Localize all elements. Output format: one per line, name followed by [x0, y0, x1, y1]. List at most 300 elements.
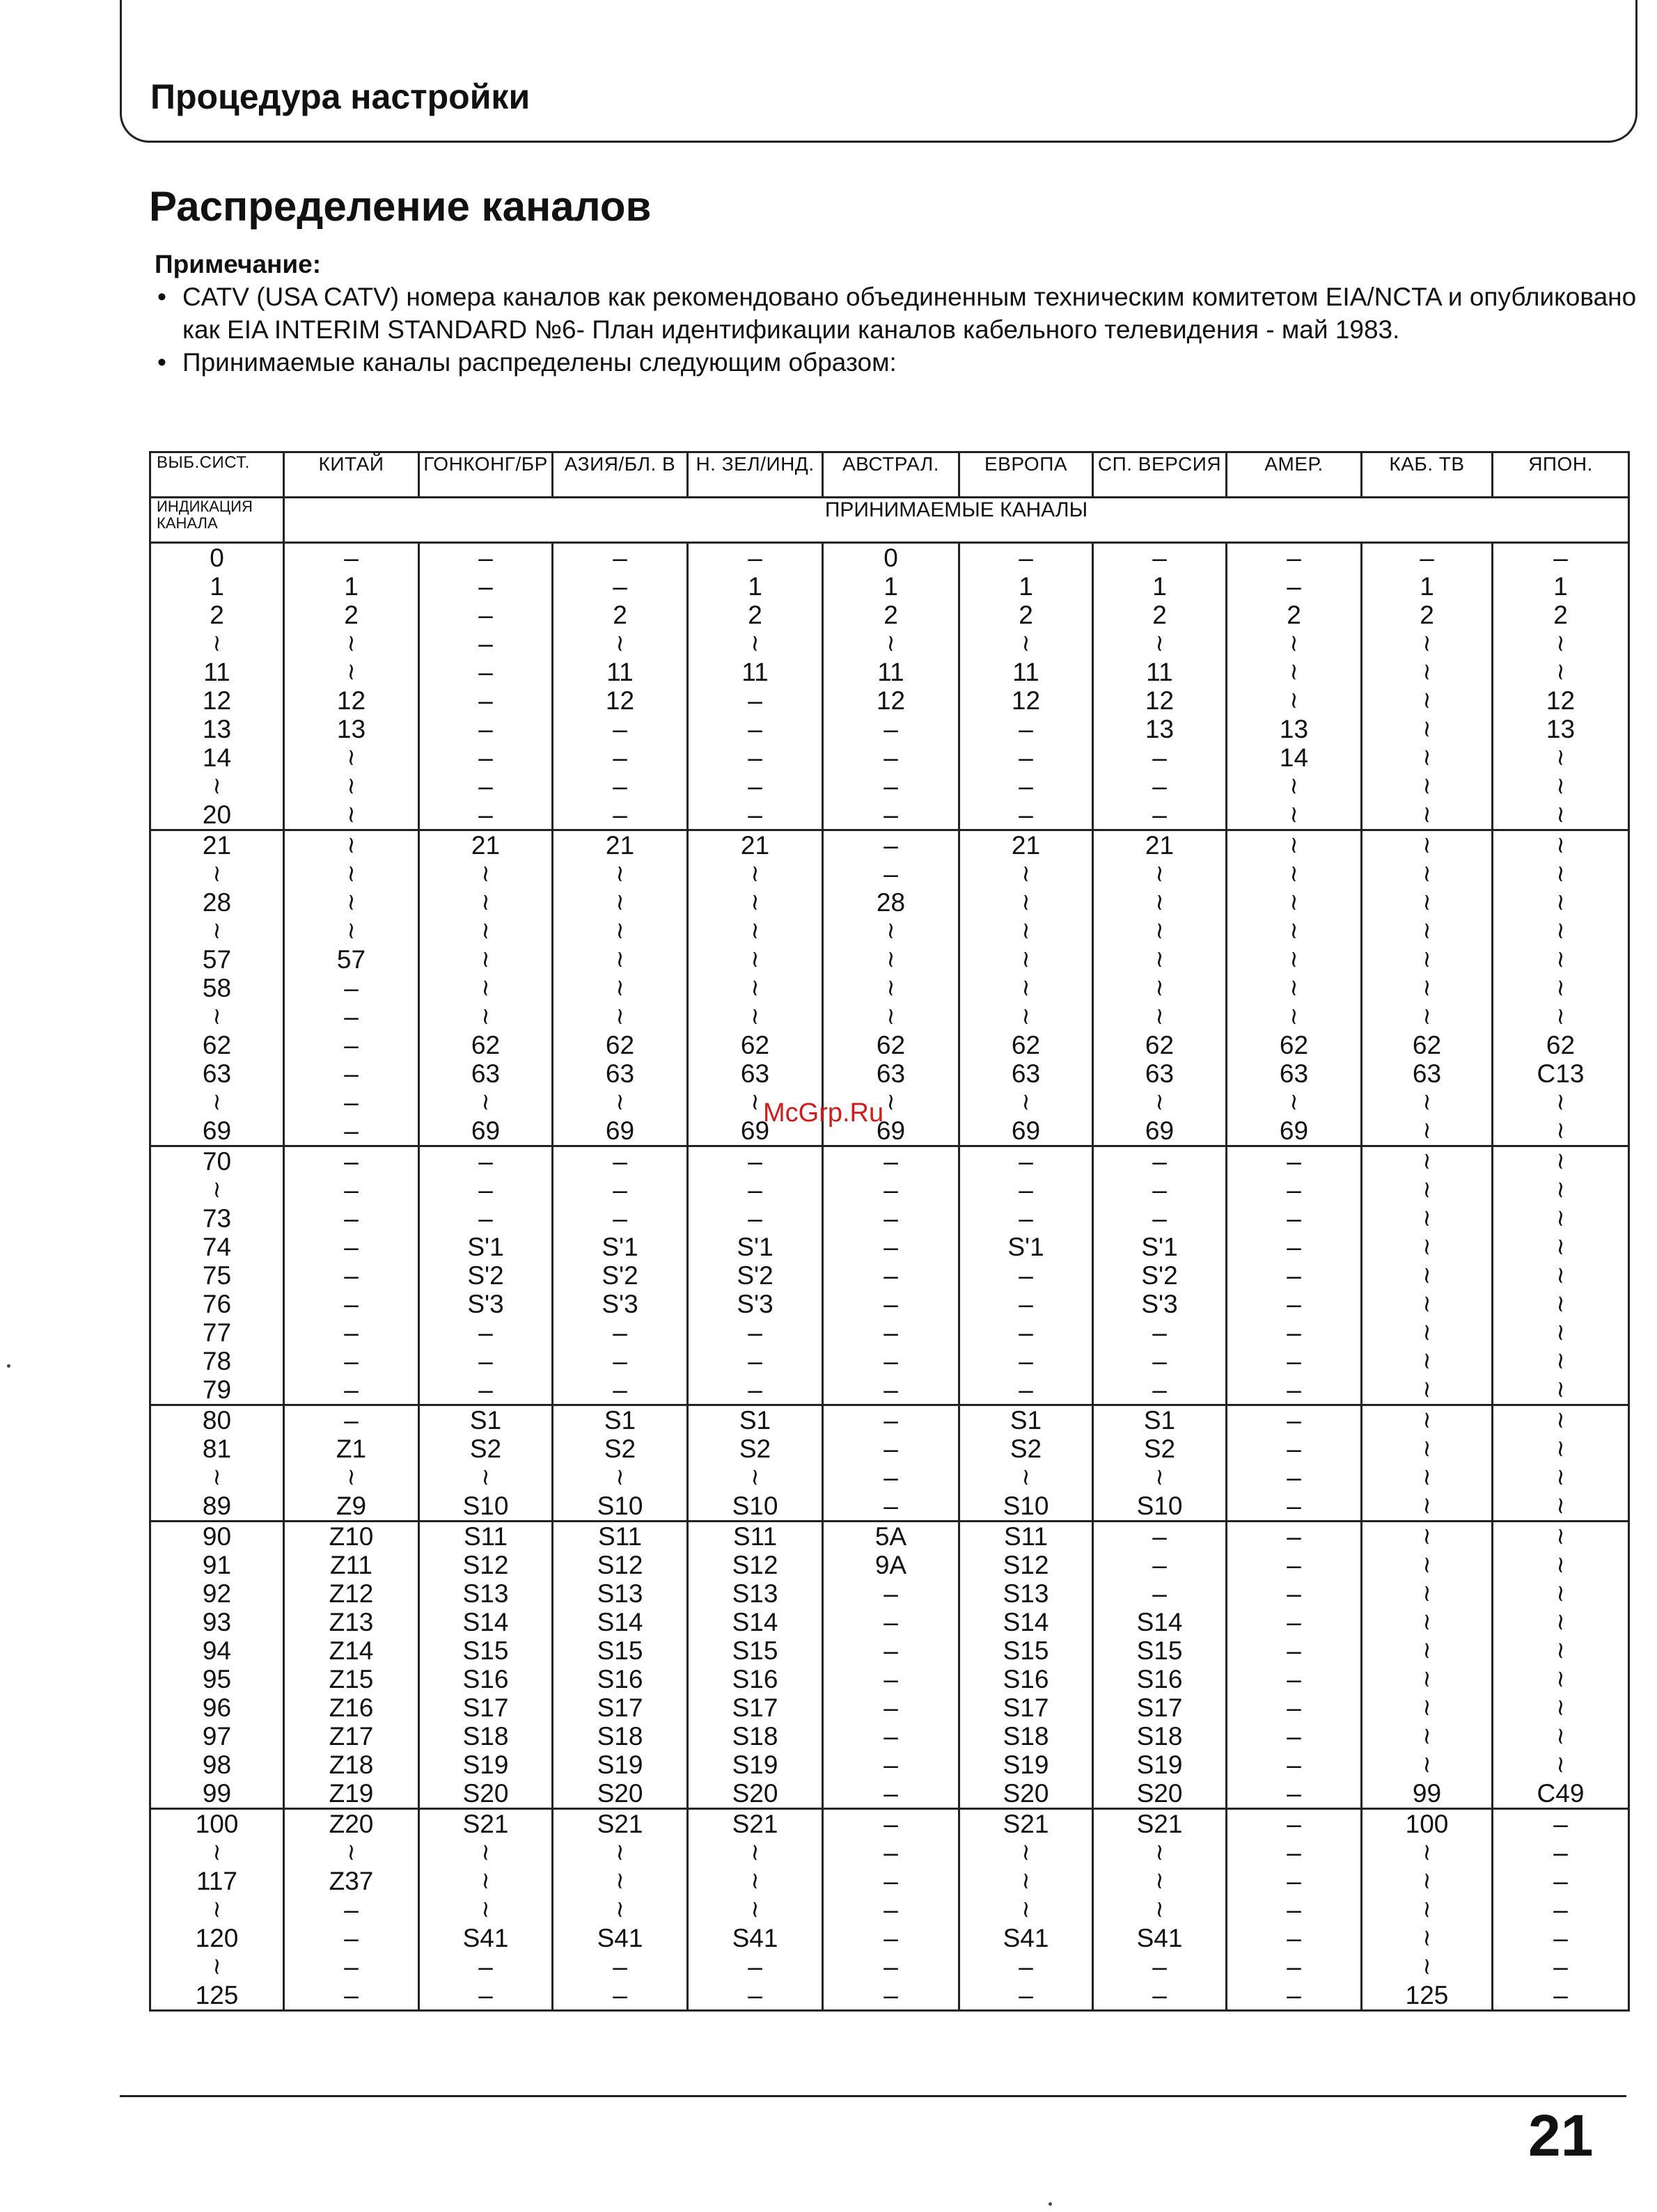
no-channel-mark: –: [1152, 800, 1167, 829]
range-continuation-icon: ~: [1413, 1526, 1441, 1547]
channel-cell: [1227, 1146, 1362, 1405]
channel-value: 12: [336, 686, 366, 715]
channel-value: 91: [202, 1551, 232, 1579]
channel-value: S2: [604, 1435, 636, 1463]
no-channel-mark: –: [344, 1116, 359, 1145]
range-continuation-icon: ~: [338, 921, 366, 941]
no-channel-mark: –: [1553, 1867, 1568, 1895]
no-channel-mark: –: [613, 1204, 627, 1233]
no-channel-mark: –: [1019, 1981, 1033, 2009]
no-channel-mark: –: [1287, 1867, 1301, 1895]
no-channel-mark: –: [884, 1406, 898, 1435]
range-continuation-icon: ~: [1413, 1121, 1441, 1141]
no-channel-mark: –: [1553, 1810, 1568, 1838]
channel-value: 69: [1011, 1116, 1041, 1145]
indication-cell: [150, 1809, 284, 2011]
channel-value: S'1: [737, 1233, 773, 1261]
table-body: [150, 543, 1629, 2011]
channel-cell: [823, 543, 959, 830]
channel-value: 13: [336, 715, 366, 743]
column-header: ЯПОН.: [1493, 452, 1629, 498]
channel-value: 12: [202, 686, 232, 715]
no-channel-mark: –: [884, 1261, 898, 1290]
range-continuation-icon: ~: [203, 864, 231, 884]
channel-value: 62: [740, 1031, 770, 1059]
channel-value: S41: [732, 1924, 778, 1952]
no-channel-mark: –: [884, 1924, 898, 1952]
range-continuation-icon: ~: [1413, 949, 1441, 970]
no-channel-mark: –: [478, 1147, 493, 1176]
range-continuation-icon: ~: [741, 921, 769, 941]
range-continuation-icon: ~: [1547, 1006, 1575, 1027]
no-channel-mark: –: [884, 1435, 898, 1463]
no-channel-mark: –: [1287, 1636, 1301, 1665]
no-channel-mark: –: [1019, 1176, 1033, 1204]
column-header: КАБ. ТВ: [1362, 452, 1493, 498]
header-frame: [120, 0, 1638, 143]
channel-value: S19: [1003, 1751, 1049, 1779]
no-channel-mark: –: [1553, 1981, 1568, 2009]
no-channel-mark: –: [884, 1981, 898, 2009]
no-channel-mark: –: [613, 1318, 627, 1347]
no-channel-mark: –: [478, 743, 493, 772]
channel-cell: [1093, 543, 1227, 830]
range-continuation-icon: ~: [606, 978, 634, 998]
range-continuation-icon: ~: [877, 921, 905, 941]
range-continuation-icon: ~: [1146, 921, 1174, 941]
channel-cell: [1093, 1809, 1227, 2011]
range-continuation-icon: ~: [1413, 1496, 1441, 1516]
no-channel-mark: –: [344, 1406, 359, 1435]
no-channel-mark: –: [1019, 1375, 1033, 1404]
channel-value: S12: [732, 1551, 778, 1579]
range-continuation-icon: ~: [1413, 1180, 1441, 1200]
channel-cell: [1362, 1405, 1493, 1522]
channel-value: Z9: [336, 1492, 367, 1520]
range-continuation-icon: ~: [1413, 1322, 1441, 1343]
channel-cell: [1227, 1522, 1362, 1809]
channel-value: 94: [202, 1636, 232, 1665]
range-continuation-icon: ~: [1547, 1669, 1575, 1689]
no-channel-mark: –: [1152, 1551, 1167, 1579]
no-channel-mark: –: [613, 743, 627, 772]
channel-value: S2: [1143, 1435, 1176, 1463]
channel-value: 21: [605, 831, 635, 860]
no-channel-mark: –: [1019, 715, 1033, 743]
channel-value: 5A: [874, 1522, 907, 1551]
channel-value: S13: [462, 1579, 509, 1608]
no-channel-mark: –: [344, 1031, 359, 1059]
channel-cell: [959, 1809, 1093, 2011]
no-channel-mark: –: [1019, 1952, 1033, 1981]
channel-value: S21: [1136, 1810, 1183, 1838]
range-continuation-icon: ~: [1012, 1092, 1040, 1112]
range-continuation-icon: ~: [1547, 1121, 1575, 1141]
no-channel-mark: –: [344, 1318, 359, 1347]
table-header-row: [150, 452, 1629, 498]
range-continuation-icon: ~: [1547, 776, 1575, 796]
no-channel-mark: –: [1152, 544, 1167, 572]
channel-cell: [419, 543, 553, 830]
no-channel-mark: –: [1019, 544, 1033, 572]
no-channel-mark: –: [478, 629, 493, 658]
range-continuation-icon: ~: [203, 1006, 231, 1027]
range-continuation-icon: ~: [1413, 1208, 1441, 1229]
channel-value: S'1: [1141, 1233, 1178, 1261]
range-continuation-icon: ~: [1413, 1698, 1441, 1718]
no-channel-mark: –: [884, 1722, 898, 1751]
channel-value: 70: [202, 1147, 232, 1176]
no-channel-mark: –: [1553, 544, 1568, 572]
channel-cell: [284, 1809, 419, 2011]
table-subheader-row: [150, 498, 1629, 543]
no-channel-mark: –: [344, 1924, 359, 1952]
no-channel-mark: –: [613, 1952, 627, 1981]
range-continuation-icon: ~: [1413, 1237, 1441, 1257]
range-continuation-icon: ~: [203, 1180, 231, 1200]
no-channel-mark: –: [613, 772, 627, 800]
no-channel-mark: –: [478, 1176, 493, 1204]
channel-value: S20: [1003, 1779, 1049, 1808]
channel-cell: [284, 1146, 419, 1405]
channel-value: 62: [1011, 1031, 1041, 1059]
no-channel-mark: –: [1019, 1261, 1033, 1290]
range-continuation-icon: ~: [1413, 1669, 1441, 1689]
range-continuation-icon: ~: [1413, 1467, 1441, 1487]
range-continuation-icon: ~: [472, 1092, 500, 1112]
no-channel-mark: –: [884, 1176, 898, 1204]
channel-cell: [959, 830, 1093, 1146]
range-continuation-icon: ~: [1280, 776, 1308, 796]
channel-value: S'3: [467, 1290, 504, 1318]
channel-value: 69: [740, 1116, 770, 1145]
range-continuation-icon: ~: [1413, 921, 1441, 941]
no-channel-mark: –: [1287, 1608, 1301, 1636]
range-continuation-icon: ~: [1413, 1583, 1441, 1604]
channel-cell: [823, 1522, 959, 1809]
range-continuation-icon: ~: [1280, 633, 1308, 654]
range-continuation-icon: ~: [606, 1871, 634, 1891]
channel-cell: [959, 1405, 1093, 1522]
channel-value: 0: [884, 544, 898, 572]
range-continuation-icon: ~: [606, 1092, 634, 1112]
range-continuation-icon: ~: [1547, 1526, 1575, 1547]
channel-value: S13: [1003, 1579, 1049, 1608]
channel-value: 63: [1011, 1059, 1041, 1088]
channel-value: 117: [196, 1867, 237, 1895]
column-header: КИТАЙ: [284, 452, 419, 498]
no-channel-mark: –: [344, 1147, 359, 1176]
note-block: [155, 248, 1644, 379]
no-channel-mark: –: [613, 800, 627, 829]
range-continuation-icon: ~: [1547, 835, 1575, 855]
range-continuation-icon: ~: [1413, 633, 1441, 654]
no-channel-mark: –: [884, 1867, 898, 1895]
range-continuation-icon: ~: [1547, 1294, 1575, 1314]
no-channel-mark: –: [1287, 1147, 1301, 1176]
no-channel-mark: –: [748, 743, 762, 772]
no-channel-mark: –: [1287, 572, 1301, 601]
no-channel-mark: –: [478, 772, 493, 800]
channel-value: S14: [1136, 1608, 1183, 1636]
channel-value: S1: [1010, 1406, 1042, 1435]
channel-value: 62: [605, 1031, 635, 1059]
range-continuation-icon: ~: [472, 1842, 500, 1863]
channel-cell: [959, 1146, 1093, 1405]
scan-speck: [1049, 2202, 1052, 2206]
range-continuation-icon: ~: [606, 1899, 634, 1920]
channel-value: 125: [1405, 1981, 1449, 2009]
range-continuation-icon: ~: [1146, 978, 1174, 998]
channel-value: S18: [597, 1722, 643, 1751]
channel-value: Z19: [329, 1779, 374, 1808]
range-continuation-icon: ~: [1547, 1151, 1575, 1171]
no-channel-mark: –: [884, 860, 898, 888]
channel-value: S19: [732, 1751, 778, 1779]
no-channel-mark: –: [1553, 1895, 1568, 1924]
channel-value: 62: [471, 1031, 501, 1059]
table-group-row: [150, 1522, 1629, 1809]
no-channel-mark: –: [884, 1147, 898, 1176]
no-channel-mark: –: [884, 1492, 898, 1520]
channel-value: Z13: [329, 1608, 374, 1636]
range-continuation-icon: ~: [472, 949, 500, 970]
range-continuation-icon: ~: [472, 978, 500, 998]
channel-value: S17: [1136, 1693, 1183, 1722]
channel-value: 2: [884, 601, 898, 629]
channel-value: S14: [1003, 1608, 1049, 1636]
channel-value: 1: [344, 572, 359, 601]
channel-value: Z18: [329, 1751, 374, 1779]
channel-value: S20: [732, 1779, 778, 1808]
channel-cell: [1362, 1809, 1493, 2011]
range-continuation-icon: ~: [1547, 1612, 1575, 1632]
no-channel-mark: –: [344, 1895, 359, 1924]
range-continuation-icon: ~: [606, 1467, 634, 1487]
no-channel-mark: –: [884, 743, 898, 772]
range-continuation-icon: ~: [203, 633, 231, 654]
channel-value: 97: [202, 1722, 232, 1751]
no-channel-mark: –: [1553, 1838, 1568, 1867]
no-channel-mark: –: [613, 1347, 627, 1375]
channel-value: S'1: [602, 1233, 638, 1261]
column-header: Н. ЗЕЛ/ИНД.: [688, 452, 823, 498]
range-continuation-icon: ~: [1547, 1439, 1575, 1459]
no-channel-mark: –: [344, 1952, 359, 1981]
no-channel-mark: –: [884, 1665, 898, 1693]
table-group-row: [150, 1809, 1629, 2011]
range-continuation-icon: ~: [1012, 1871, 1040, 1891]
channel-value: S17: [732, 1693, 778, 1722]
channel-value: 80: [202, 1406, 232, 1435]
channel-value: S19: [1136, 1751, 1183, 1779]
channel-value: S'2: [467, 1261, 504, 1290]
range-continuation-icon: ~: [472, 1467, 500, 1487]
no-channel-mark: –: [1287, 1347, 1301, 1375]
channel-value: Z12: [329, 1579, 374, 1608]
no-channel-mark: –: [1287, 1551, 1301, 1579]
channel-value: S2: [469, 1435, 502, 1463]
range-continuation-icon: ~: [338, 892, 366, 913]
channel-cell: [284, 1522, 419, 1809]
range-continuation-icon: ~: [1413, 1928, 1441, 1948]
channel-value: 120: [195, 1924, 239, 1952]
no-channel-mark: –: [1287, 1895, 1301, 1924]
channel-value: 62: [202, 1031, 232, 1059]
table-group-row: [150, 1146, 1629, 1405]
no-channel-mark: –: [1019, 1347, 1033, 1375]
channel-value: S10: [1136, 1492, 1183, 1520]
range-continuation-icon: ~: [1547, 748, 1575, 768]
range-continuation-icon: ~: [1012, 633, 1040, 654]
channel-cell: [1227, 830, 1362, 1146]
channel-value: 69: [1145, 1116, 1175, 1145]
range-continuation-icon: ~: [1547, 921, 1575, 941]
channel-value: Z14: [329, 1636, 374, 1665]
channel-value: S10: [462, 1492, 509, 1520]
channel-value: 12: [1145, 686, 1175, 715]
bottom-rule: [120, 2095, 1626, 2097]
indication-cell: [150, 543, 284, 830]
channel-value: 77: [202, 1318, 232, 1347]
range-continuation-icon: ~: [1547, 1265, 1575, 1286]
channel-value: S15: [1136, 1636, 1183, 1665]
channel-value: S1: [469, 1406, 502, 1435]
channel-value: 63: [876, 1059, 906, 1088]
channel-value: S20: [597, 1779, 643, 1808]
channel-value: 21: [1145, 831, 1175, 860]
no-channel-mark: –: [1287, 1779, 1301, 1808]
no-channel-mark: –: [613, 1375, 627, 1404]
channel-cell: [419, 1522, 553, 1809]
no-channel-mark: –: [1287, 1463, 1301, 1492]
column-header: АЗИЯ/БЛ. В: [553, 452, 688, 498]
channel-cell: [553, 1405, 688, 1522]
no-channel-mark: –: [478, 1981, 493, 2009]
channel-value: 63: [1145, 1059, 1175, 1088]
channel-value: S1: [1143, 1406, 1176, 1435]
range-continuation-icon: ~: [338, 633, 366, 654]
channel-value: S21: [462, 1810, 509, 1838]
range-continuation-icon: ~: [1547, 1180, 1575, 1200]
note-label: Примечание:: [155, 250, 322, 278]
note-item: • Принимаемые каналы распределены следующим образом:: [155, 346, 1644, 379]
no-channel-mark: –: [478, 800, 493, 829]
channel-value: 2: [1287, 601, 1301, 629]
range-continuation-icon: ~: [203, 1899, 231, 1920]
range-continuation-icon: ~: [1547, 633, 1575, 654]
channel-value: 69: [605, 1116, 635, 1145]
scan-speck: [7, 1364, 10, 1368]
range-continuation-icon: ~: [1280, 835, 1308, 855]
no-channel-mark: –: [344, 1176, 359, 1204]
no-channel-mark: –: [748, 1981, 762, 2009]
range-continuation-icon: ~: [1413, 1899, 1441, 1920]
channel-value: S14: [597, 1608, 643, 1636]
no-channel-mark: –: [344, 544, 359, 572]
indication-cell: [150, 1405, 284, 1522]
range-continuation-icon: ~: [1413, 1439, 1441, 1459]
range-continuation-icon: ~: [741, 892, 769, 913]
no-channel-mark: –: [613, 572, 627, 601]
indication-cell: [150, 1522, 284, 1809]
range-continuation-icon: ~: [1146, 1899, 1174, 1920]
range-continuation-icon: ~: [1547, 949, 1575, 970]
range-continuation-icon: ~: [338, 1842, 366, 1863]
channel-cell: [1493, 830, 1629, 1146]
channel-value: S16: [732, 1665, 778, 1693]
channel-value: S20: [1136, 1779, 1183, 1808]
channel-cell: [823, 1809, 959, 2011]
no-channel-mark: –: [1287, 1375, 1301, 1404]
range-continuation-icon: ~: [1413, 835, 1441, 855]
channel-value: 0: [210, 544, 224, 572]
channel-cell: [688, 1809, 823, 2011]
no-channel-mark: –: [1553, 1952, 1568, 1981]
channel-value: S'1: [1007, 1233, 1044, 1261]
range-continuation-icon: ~: [1547, 1555, 1575, 1575]
no-channel-mark: –: [1019, 1318, 1033, 1347]
channel-cell: [419, 1809, 553, 2011]
channel-value: S12: [462, 1551, 509, 1579]
channel-value: 13: [202, 715, 232, 743]
channel-value: S21: [732, 1810, 778, 1838]
no-channel-mark: –: [1152, 1522, 1167, 1551]
no-channel-mark: –: [884, 1290, 898, 1318]
channel-value: 63: [1412, 1059, 1442, 1088]
no-channel-mark: –: [1152, 1347, 1167, 1375]
no-channel-mark: –: [478, 1375, 493, 1404]
channel-value: 99: [1412, 1779, 1442, 1808]
range-continuation-icon: ~: [1413, 1842, 1441, 1863]
range-continuation-icon: ~: [1413, 1380, 1441, 1400]
channel-value: 62: [1279, 1031, 1309, 1059]
indication-label: ИНДИКАЦИЯ КАНАЛА: [150, 498, 284, 543]
range-continuation-icon: ~: [1547, 1467, 1575, 1487]
channel-value: 69: [1279, 1116, 1309, 1145]
no-channel-mark: –: [1019, 743, 1033, 772]
channel-value: 78: [202, 1347, 232, 1375]
channel-value: 69: [202, 1116, 232, 1145]
range-continuation-icon: ~: [1547, 805, 1575, 825]
channel-value: S'3: [602, 1290, 638, 1318]
channel-value: 2: [1420, 601, 1434, 629]
range-continuation-icon: ~: [877, 633, 905, 654]
range-continuation-icon: ~: [1413, 1265, 1441, 1286]
channel-cell: [419, 830, 553, 1146]
channel-cell: [284, 830, 419, 1146]
channel-value: Z20: [329, 1810, 374, 1838]
channel-value: 21: [740, 831, 770, 860]
range-continuation-icon: ~: [472, 1006, 500, 1027]
channel-value: S13: [597, 1579, 643, 1608]
no-channel-mark: –: [748, 772, 762, 800]
range-continuation-icon: ~: [338, 662, 366, 682]
channel-value: 96: [202, 1693, 232, 1722]
range-continuation-icon: ~: [1547, 1351, 1575, 1371]
channel-value: 12: [876, 686, 906, 715]
channel-value: 69: [471, 1116, 501, 1145]
channel-cell: [1493, 1146, 1629, 1405]
channel-cell: [553, 543, 688, 830]
no-channel-mark: –: [1152, 1952, 1167, 1981]
channel-value: S21: [597, 1810, 643, 1838]
no-channel-mark: –: [884, 1204, 898, 1233]
channel-value: 21: [202, 831, 232, 860]
no-channel-mark: –: [884, 1347, 898, 1375]
channel-value: S17: [597, 1693, 643, 1722]
channel-value: 11: [203, 658, 230, 686]
